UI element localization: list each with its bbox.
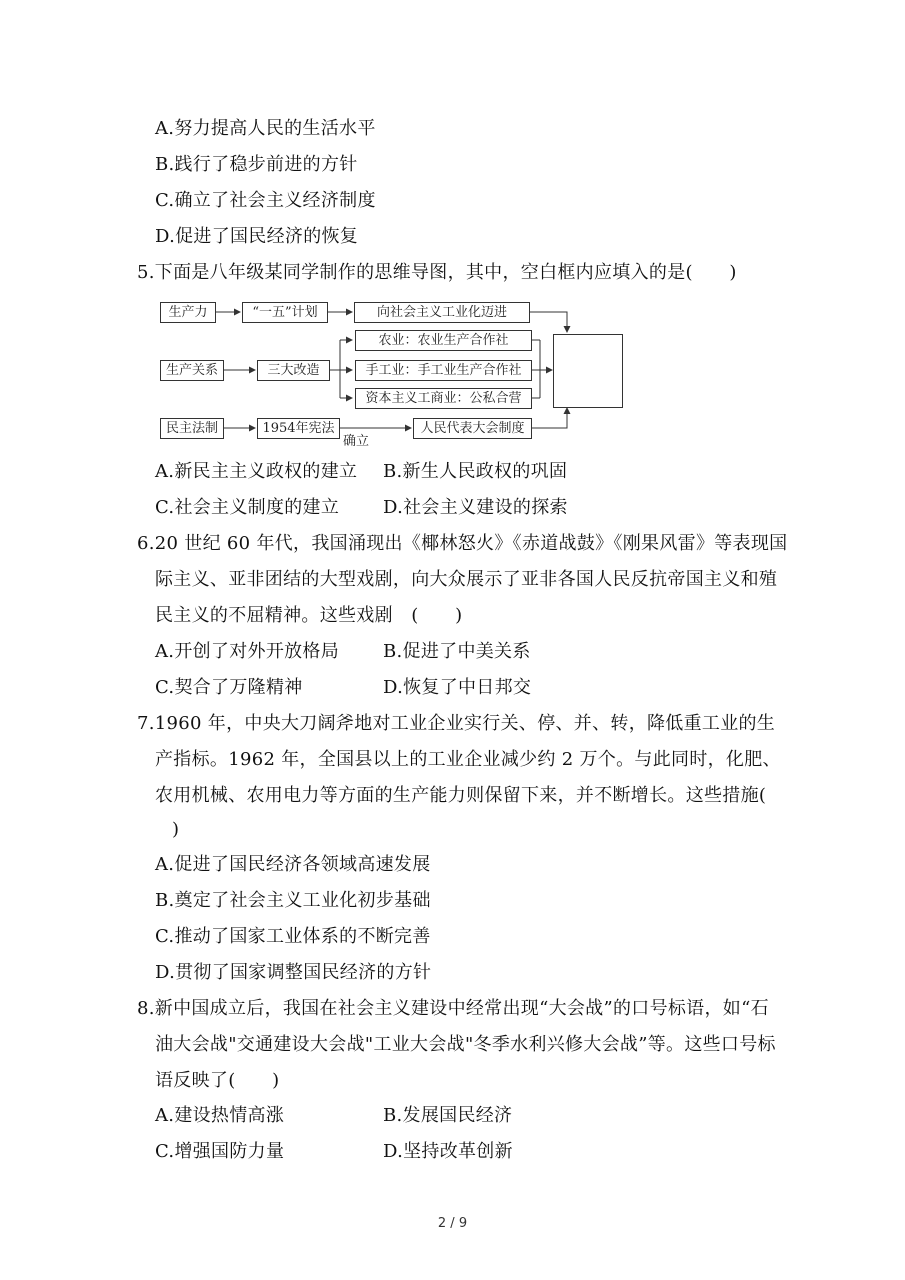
q4-option-d: D.促进了国民经济的恢复 xyxy=(155,226,359,247)
node-production-relations: 生产关系 xyxy=(160,360,224,381)
q5-option-b: B.新生人民政权的巩固 xyxy=(383,461,568,482)
q4-option-a: A.努力提高人民的生活水平 xyxy=(155,118,376,139)
q4-option-c: C.确立了社会主义经济制度 xyxy=(155,190,376,211)
mind-map-diagram xyxy=(160,297,630,449)
q7-option-a: A.促进了国民经济各领域高速发展 xyxy=(155,854,431,875)
node-democracy-law: 民主法制 xyxy=(160,418,224,439)
q8-stem-line1: 8.新中国成立后，我国在社会主义建设中经常出现“大会战”的口号标语，如“石 xyxy=(137,998,769,1019)
q8-stem-line3: 语反映了( ) xyxy=(155,1070,280,1091)
q5-stem: 5.下面是八年级某同学制作的思维导图，其中，空白框内应填入的是( ) xyxy=(137,262,737,283)
q8-option-b: B.发展国民经济 xyxy=(383,1105,513,1126)
q5-option-c: C.社会主义制度的建立 xyxy=(155,497,340,518)
node-peoples-congress: 人民代表大会制度 xyxy=(413,418,532,439)
node-three-reforms: 三大改造 xyxy=(257,360,330,381)
q6-stem-line3: 民主义的不屈精神。这些戏剧 ( ) xyxy=(155,605,463,626)
page-number: 2 / 9 xyxy=(437,1216,468,1231)
label-establish: 确立 xyxy=(343,434,370,449)
q6-option-c: C.契合了万隆精神 xyxy=(155,677,303,698)
q8-option-d: D.坚持改革创新 xyxy=(383,1141,513,1162)
q8-stem-line2: 油大会战"交通建设大会战"工业大会战"冬季水利兴修大会战”等。这些口号标 xyxy=(155,1034,776,1055)
q5-option-a: A.新民主主义政权的建立 xyxy=(155,461,358,482)
q7-stem-line3: 农用机械、农用电力等方面的生产能力则保留下来，并不断增长。这些措施( xyxy=(155,785,767,806)
q7-stem-line2: 产指标。1962 年，全国县以上的工业企业减少约 2 万个。与此同时，化肥、 xyxy=(155,749,781,770)
blank-answer-box xyxy=(553,334,623,408)
q7-stem-line4: ) xyxy=(172,819,180,840)
node-productivity: 生产力 xyxy=(160,302,216,323)
node-five-year-plan: “一五”计划 xyxy=(242,302,328,323)
node-industrialization: 向社会主义工业化迈进 xyxy=(354,302,530,323)
node-1954-constitution: 1954年宪法 xyxy=(257,418,340,439)
q6-stem-line2: 际主义、亚非团结的大型戏剧，向大众展示了亚非各国人民反抗帝国主义和殖 xyxy=(155,569,778,590)
q8-option-a: A.建设热情高涨 xyxy=(155,1105,285,1126)
node-capitalist-commerce: 资本主义工商业：公私合营 xyxy=(355,388,532,409)
node-handicraft: 手工业：手工业生产合作社 xyxy=(355,360,532,381)
q8-option-c: C.增强国防力量 xyxy=(155,1141,285,1162)
q7-option-c: C.推动了国家工业体系的不断完善 xyxy=(155,926,431,947)
q7-stem-line1: 7.1960 年，中央大刀阔斧地对工业企业实行关、停、并、转，降低重工业的生 xyxy=(137,713,776,734)
q6-option-a: A.开创了对外开放格局 xyxy=(155,641,340,662)
q4-option-b: B.践行了稳步前进的方针 xyxy=(155,154,358,175)
q7-option-d: D.贯彻了国家调整国民经济的方针 xyxy=(155,962,432,983)
q7-option-b: B.奠定了社会主义工业化初步基础 xyxy=(155,890,431,911)
q6-option-d: D.恢复了中日邦交 xyxy=(383,677,532,698)
q5-option-d: D.社会主义建设的探索 xyxy=(383,497,568,518)
node-agriculture: 农业：农业生产合作社 xyxy=(355,330,532,351)
q6-stem-line1: 6.20 世纪 60 年代，我国涌现出《椰林怒火》《赤道战鼓》《刚果风雷》等表现国 xyxy=(137,533,788,554)
q6-option-b: B.促进了中美关系 xyxy=(383,641,531,662)
